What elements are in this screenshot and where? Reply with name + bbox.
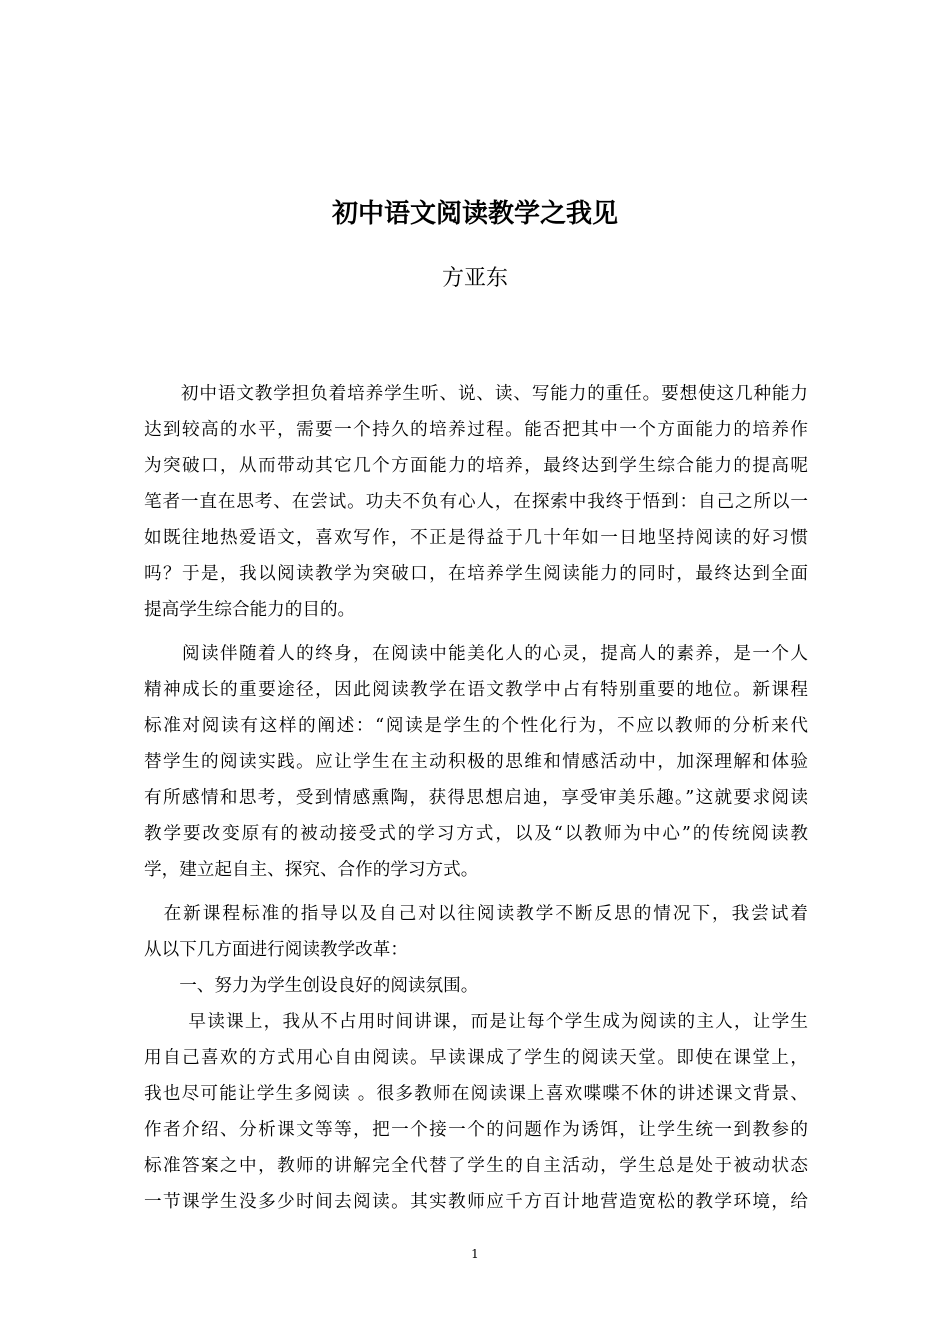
text-line: 早读课上，我从不占用时间讲课，而是让每个学生成为阅读的主人，让学生 (144, 1012, 808, 1032)
text-line: 一节课学生没多少时间去阅读。其实教师应千方百计地营造宽松的教学环境，给 (144, 1192, 808, 1212)
text-line: 为突破口，从而带动其它几个方面能力的培养，最终达到学生综合能力的提高呢 (144, 456, 808, 476)
document-author: 方亚东 (441, 266, 508, 291)
text-line: 替学生的阅读实践。应让学生在主动积极的思维和情感活动中，加深理解和体验 (144, 752, 808, 772)
text-line: 精神成长的重要途径，因此阅读教学在语文教学中占有特别重要的地位。新课程 (144, 680, 808, 700)
text-line: 学，建立起自主、探究、合作的学习方式。 (144, 860, 479, 880)
text-line: 初中语文教学担负着培养学生听、说、读、写能力的重任。要想使这几种能力 (144, 384, 808, 404)
text-line: 笔者一直在思考、在尝试。功夫不负有心人，在探索中我终于悟到：自己之所以一 (144, 492, 808, 512)
text-line: 用自己喜欢的方式用心自由阅读。早读课成了学生的阅读天堂。即使在课堂上， (144, 1048, 808, 1068)
text-line: 标准对阅读有这样的阐述：“阅读是学生的个性化行为，不应以教师的分析来代 (144, 716, 808, 736)
document-title: 初中语文阅读教学之我见 (331, 199, 618, 229)
text-line: 吗？于是，我以阅读教学为突破口，在培养学生阅读能力的同时，最终达到全面 (144, 564, 808, 584)
text-line: 提高学生综合能力的目的。 (144, 600, 356, 620)
text-line: 达到较高的水平，需要一个持久的培养过程。能否把其中一个方面能力的培养作 (144, 420, 808, 440)
page-number: 1 (471, 1247, 479, 1261)
text-line: 我也尽可能让学生多阅读 。很多教师在阅读课上喜欢喋喋不休的讲述课文背景、 (144, 1084, 808, 1104)
text-line: 教学要改变原有的被动接受式的学习方式，以及“以教师为中心”的传统阅读教 (144, 824, 808, 844)
text-line: 在新课程标准的指导以及自己对以往阅读教学不断反思的情况下，我尝试着 (144, 904, 808, 924)
text-line: 作者介绍、分析课文等等，把一个接一个的问题作为诱饵，让学生统一到教参的 (144, 1120, 808, 1140)
text-line: 从以下几方面进行阅读教学改革： (144, 940, 408, 960)
section-heading: 一、努力为学生创设良好的阅读氛围。 (144, 976, 479, 996)
text-line: 如既往地热爱语文，喜欢写作，不正是得益于几十年如一日地坚持阅读的好习惯 (144, 528, 808, 548)
text-line: 阅读伴随着人的终身，在阅读中能美化人的心灵，提高人的素养，是一个人 (144, 644, 808, 664)
text-line: 标准答案之中，教师的讲解完全代替了学生的自主活动，学生总是处于被动状态 (144, 1156, 808, 1176)
text-line: 有所感情和思考，受到情感熏陶，获得思想启迪，享受审美乐趣。”这就要求阅读 (144, 788, 808, 808)
